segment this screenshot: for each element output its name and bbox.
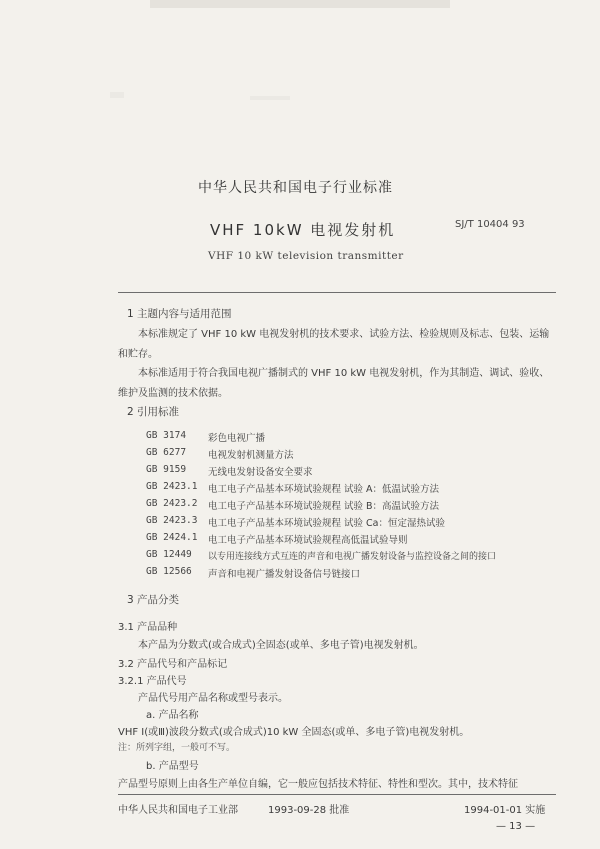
- section-1-paragraph-2: 本标准适用于符合我国电视广播制式的 VHF 10 kW 电视发射机，作为其制造、调试、验收、维护及监测的技术依据。: [118, 368, 550, 399]
- scan-smudge: [250, 96, 290, 100]
- document-title-en: VHF 10 kW television transmitter: [208, 250, 404, 262]
- section-1-paragraph-1: 本标准规定了 VHF 10 kW 电视发射机的技术要求、试验方法、检验规则及标志、包装、运输和贮存。: [118, 329, 550, 360]
- scan-smudge: [150, 0, 450, 8]
- section-3-2-1-text: 产品代号用产品名称或型号表示。: [138, 693, 288, 704]
- ref-title: 以专用连接线方式互连的声音和电视广播发射设备与监控设备之间的接口: [208, 552, 497, 562]
- ref-title: 无线电发射设备安全要求: [208, 467, 313, 478]
- ref-code: GB 6277: [146, 447, 187, 458]
- section-3-heading: 3 产品分类: [127, 594, 180, 606]
- ref-code: GB 3174: [146, 430, 187, 441]
- section-3-2-1-heading: 3.2.1 产品代号: [118, 676, 187, 687]
- page-number: — 13 —: [496, 821, 536, 832]
- standard-code: SJ/T 10404 93: [455, 219, 525, 230]
- ref-code: GB 12566: [146, 566, 192, 577]
- section-3-2-heading: 3.2 产品代号和产品标记: [118, 659, 228, 670]
- standard-org: 中华人民共和国电子行业标准: [198, 180, 393, 196]
- item-a-text: VHF Ⅰ(或Ⅲ)波段分数式(或合成式)10 kW 全固态(或单、多电子管)电视发射机。: [118, 727, 470, 738]
- ref-title: 电工电子产品基本环境试验规程 试验 A：低温试验方法: [208, 484, 440, 495]
- ref-title: 彩色电视广播: [208, 433, 266, 444]
- ref-title: 电工电子产品基本环境试验规程 试验 B：高温试验方法: [208, 501, 440, 512]
- footer-org: 中华人民共和国电子工业部: [118, 805, 238, 816]
- item-b-text: 产品型号原则上由各生产单位自编，它一般应包括技术特征、特性和型次。其中，技术特征: [118, 779, 518, 790]
- section-2-heading: 2 引用标准: [127, 406, 180, 418]
- scan-smudge: [110, 92, 124, 98]
- section-3-1-text: 本产品为分数式(或合成式)全固态(或单、多电子管)电视发射机。: [138, 640, 424, 651]
- note-text: 注：所列字组，一般可不写。: [118, 743, 236, 753]
- ref-code: GB 2423.2: [146, 498, 198, 509]
- ref-title: 电视发射机测量方法: [208, 450, 294, 461]
- ref-code: GB 9159: [146, 464, 187, 475]
- ref-title: 电工电子产品基本环境试验规程 试验 Ca：恒定湿热试验: [208, 518, 445, 529]
- ref-title: 声音和电视广播发射设备信号链接口: [208, 569, 361, 580]
- ref-code: GB 2423.3: [146, 515, 198, 526]
- item-b-heading: b. 产品型号: [146, 761, 199, 772]
- ref-code: GB 2423.1: [146, 481, 198, 492]
- footer-approved-date: 1993-09-28 批准: [268, 805, 350, 816]
- ref-code: GB 12449: [146, 549, 192, 560]
- footer-rule: [118, 794, 556, 795]
- section-1-heading: 1 主题内容与适用范围: [127, 308, 232, 320]
- header-rule: [118, 292, 556, 293]
- section-3-1-heading: 3.1 产品品种: [118, 622, 178, 633]
- ref-title: 电工电子产品基本环境试验规程高低温试验导则: [208, 535, 408, 546]
- document-title: VHF 10kW 电视发射机: [210, 221, 396, 239]
- footer-effective-date: 1994-01-01 实施: [464, 805, 546, 816]
- item-a-heading: a. 产品名称: [146, 710, 199, 721]
- ref-code: GB 2424.1: [146, 532, 198, 543]
